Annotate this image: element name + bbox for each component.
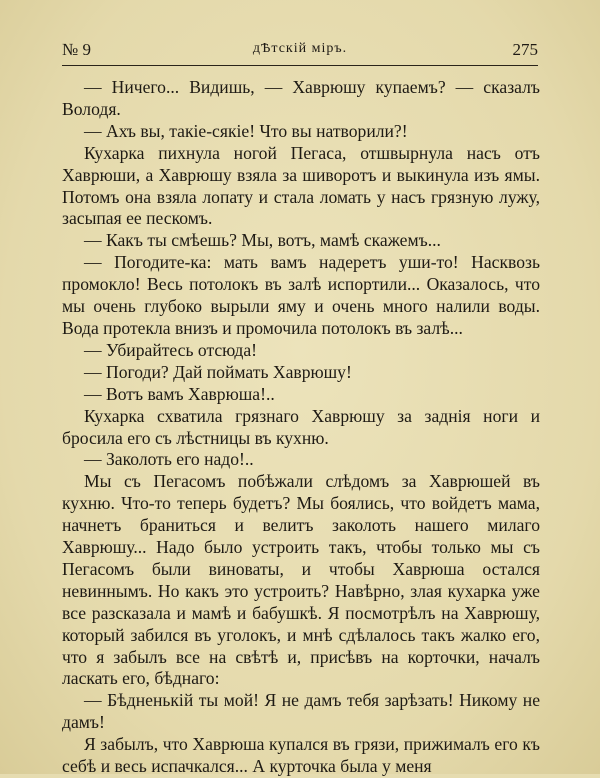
page-number: 275 <box>512 40 538 59</box>
paragraph: — Какъ ты смѣешь? Мы, вотъ, мамѣ скажемъ... <box>84 230 441 251</box>
paragraph: — Вотъ вамъ Хаврюша!.. <box>84 383 275 404</box>
paragraph: — Погоди? Дай поймать Хаврюшу! <box>84 361 352 382</box>
paragraph: — Убирайтесь отсюда! <box>84 339 258 360</box>
paragraph: — Заколоть его надо!.. <box>84 449 254 470</box>
paragraph: — Бѣдненькій ты мой! Я не дамъ тебя зарѣзать! Никому не дамъ! <box>62 690 540 733</box>
paragraph: Кухарка схватила грязнаго Хаврюшу за заднія ноги и бросила его съ лѣстницы въ кухню. <box>62 405 540 448</box>
paragraph: Я забылъ, что Хаврюша купался въ грязи, прижималъ его къ себѣ и весь испачкался... А курточка была у меня <box>62 734 540 777</box>
paragraph: — Ахъ вы, такіе-сякіе! Что вы натворили?! <box>84 120 408 141</box>
body-text <box>62 77 540 778</box>
issue-number: № 9 <box>62 40 91 59</box>
paragraph: — Погодите-ка: мать вамъ надеретъ уши-то! Насквозь промокло! Весь потолокъ въ залѣ испортили... Оказалось, что мы очень глубоко вырыли яму и очень много налили воды. Вода протекла внизъ и промочила потолокъ въ залѣ... <box>62 252 540 338</box>
paragraph: — Ничего... Видишь, — Хаврюшу купаемъ? — сказалъ Володя. <box>62 77 540 119</box>
running-title: дѢтскій міръ. <box>252 41 348 56</box>
header-rule <box>62 65 538 66</box>
page-header <box>62 40 538 62</box>
paragraph: Кухарка пихнула ногой Пегаса, отшвырнула насъ отъ Хаврюши, а Хаврюшу взяла за шиворотъ и выкинула изъ ямы. Потомъ она взяла лопату и стала ломать у насъ грязную лужу, засыпая ее пескомъ. <box>62 142 540 229</box>
paragraph: Мы съ Пегасомъ побѣжали слѣдомъ за Хаврюшей въ кухню. Что-то теперь будетъ? Мы боялись, что войдетъ мама, начнетъ браниться и велитъ заколоть нашего милаго Хаврюшу... Надо было устроить такъ, чтобы только мы съ Пегасомъ были виноваты, и чтобы Хаврюша остался невиннымъ. Но какъ это устроить? Навѣрно, злая кухарка уже все разсказала и мамѣ и бабушкѣ. Я посмотрѣлъ на Хаврюшу, который забился въ уголокъ, и мнѣ сдѣлалось такъ жалко его, что я забылъ все на свѣтѣ и, присѣвъ на корточки, началъ ласкать его, бѣднаго: <box>62 471 540 689</box>
